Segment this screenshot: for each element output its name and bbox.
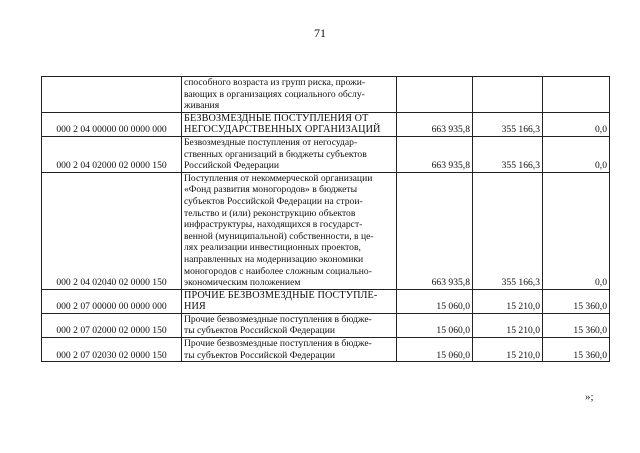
budget-classification-code: 000 2 04 02040 02 0000 150	[42, 172, 182, 289]
amount-year-1: 663 935,8	[397, 172, 473, 289]
budget-classification-code: 000 2 07 02030 02 0000 150	[42, 338, 182, 362]
closing-quote-mark: »;	[585, 391, 594, 403]
amount-year-3: 15 360,0	[543, 313, 610, 337]
amount-year-2: 15 210,0	[473, 338, 543, 362]
revenue-name: Поступления от некоммерческой организации «Фонд развития моногородов» в бюджеты субъектов Российской Федерации на строи- тельство и (или) реконструкцию объектов инфраструктуры, находящихся в государст- венной (муниципальной) собственности, в це- лях реализации инвестиционных проектов, направленных на модернизацию экономики моногородов с наиболее сложным социально- экономическим положением	[182, 172, 397, 289]
amount-year-1: 15 060,0	[397, 313, 473, 337]
amount-year-2: 355 166,3	[473, 112, 543, 136]
revenue-name: Прочие безвозмездные поступления в бюдже- ты субъектов Российской Федерации	[182, 313, 397, 337]
amount-year-1: 15 060,0	[397, 289, 473, 313]
amount-year-2: 15 210,0	[473, 289, 543, 313]
amount-year-3: 0,0	[543, 172, 610, 289]
revenue-name: способного возраста из групп риска, прожи- вающих в организациях социального обслу- живания	[182, 77, 397, 113]
amount-year-1: 663 935,8	[397, 136, 473, 172]
budget-classification-code: 000 2 04 00000 00 0000 000	[42, 112, 182, 136]
amount-year-1: 15 060,0	[397, 338, 473, 362]
amount-year-1	[397, 77, 473, 113]
table-row	[42, 77, 610, 113]
budget-classification-code: 000 2 07 00000 00 0000 000	[42, 289, 182, 313]
amount-year-3: 15 360,0	[543, 289, 610, 313]
table-row	[42, 112, 610, 136]
page-number: 71	[314, 26, 326, 40]
amount-year-3: 0,0	[543, 112, 610, 136]
budget-classification-code: 000 2 04 02000 02 0000 150	[42, 136, 182, 172]
table-row	[42, 136, 610, 172]
revenue-name: БЕЗВОЗМЕЗДНЫЕ ПОСТУПЛЕНИЯ ОТ НЕГОСУДАРСТВЕННЫХ ОРГАНИЗАЦИЙ	[182, 112, 397, 136]
revenue-name: ПРОЧИЕ БЕЗВОЗМЕЗДНЫЕ ПОСТУПЛЕ- НИЯ	[182, 289, 397, 313]
amount-year-2	[473, 77, 543, 113]
table-row	[42, 172, 610, 289]
budget-classification-code	[42, 77, 182, 113]
budget-revenue-table	[41, 76, 610, 362]
table-row	[42, 313, 610, 337]
table-row	[42, 338, 610, 362]
table-row	[42, 289, 610, 313]
amount-year-2: 355 166,3	[473, 136, 543, 172]
amount-year-2: 15 210,0	[473, 313, 543, 337]
amount-year-3	[543, 77, 610, 113]
amount-year-2: 355 166,3	[473, 172, 543, 289]
amount-year-3: 0,0	[543, 136, 610, 172]
budget-classification-code: 000 2 07 02000 02 0000 150	[42, 313, 182, 337]
amount-year-1: 663 935,8	[397, 112, 473, 136]
revenue-name: Прочие безвозмездные поступления в бюдже- ты субъектов Российской Федерации	[182, 338, 397, 362]
revenue-name: Безвозмездные поступления от негосудар- ственных организаций в бюджеты субъектов Российской Федерации	[182, 136, 397, 172]
amount-year-3: 15 360,0	[543, 338, 610, 362]
